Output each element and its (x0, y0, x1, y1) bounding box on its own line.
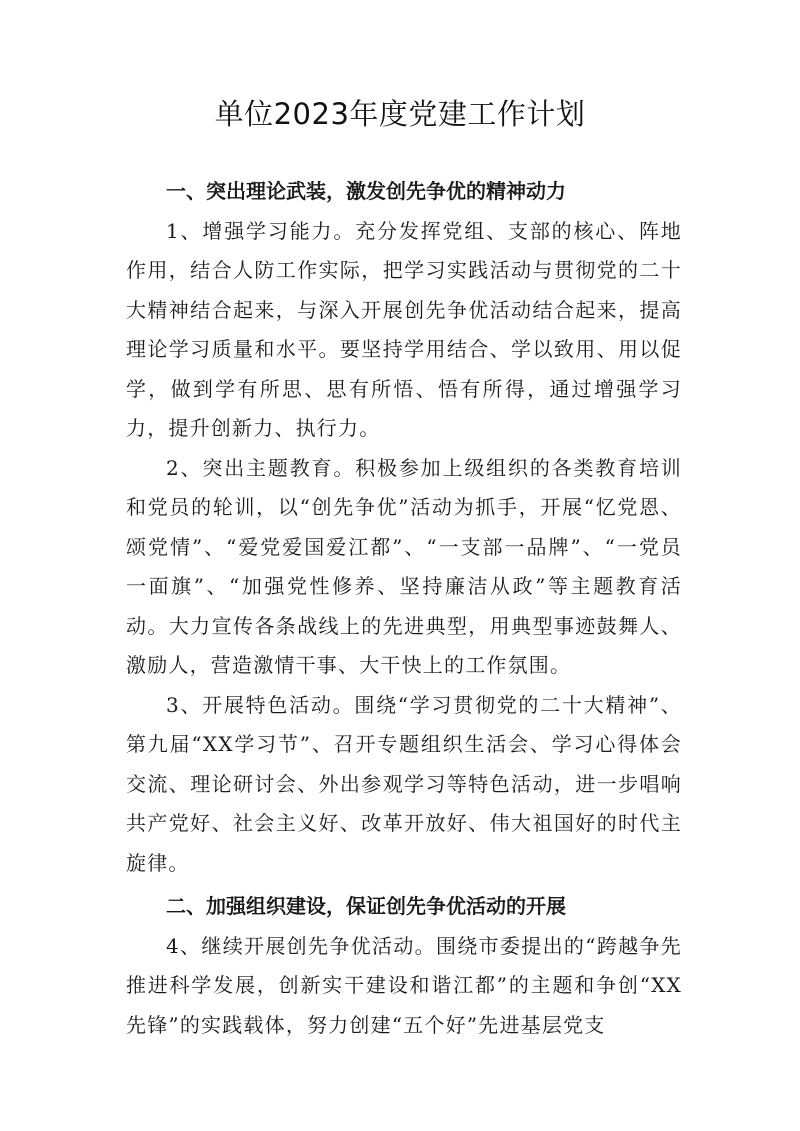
section (126, 887, 682, 1045)
paragraph: 2、突出主题教育。积极参加上级组织的各类教育培训和党员的轮训，以“创先争优”活动为抓手，开展“忆党恩、颂党情”、“爱党爱国爱江都”、“一支部一品牌”、“一党员一面旗”、“加强党性修养、坚持廉洁从政”等主题教育活动。大力宣传各条战线上的先进典型，用典型事迹鼓舞人、激励人，营造激情干事、大干快上的工作氛围。 (126, 455, 682, 677)
section-heading: 二、加强组织建设，保证创先争优活动的开展 (166, 894, 566, 918)
section (126, 172, 682, 883)
document-body (126, 172, 682, 1045)
paragraph: 3、开展特色活动。围绕“学习贯彻党的二十大精神”、第九届“XX学习节”、召开专题组织生活会、学习心得体会交流、理论研讨会、外出参观学习等特色活动，进一步唱响共产党好、社会主义好、改革开放好、伟大祖国好的时代主旋律。 (126, 692, 682, 875)
section-heading: 一、突出理论武装，激发创先争优的精神动力 (166, 179, 566, 203)
paragraph: 1、增强学习能力。充分发挥党组、支部的核心、阵地作用，结合人防工作实际，把学习实践活动与贯彻党的二十大精神结合起来，与深入开展创先争优活动结合起来，提高理论学习质量和水平。要坚持学用结合、学以致用、用以促学，做到学有所思、思有所悟、悟有所得，通过增强学习力，提升创新力、执行力。 (126, 218, 682, 440)
document-title: 单位2023年度党建工作计划 (214, 97, 586, 131)
paragraph: 4、继续开展创先争优活动。围绕市委提出的“跨越争先推进科学发展，创新实干建设和谐江都”的主题和争创“XX先锋”的实践载体，努力创建“五个好”先进基层党支 (126, 933, 682, 1037)
